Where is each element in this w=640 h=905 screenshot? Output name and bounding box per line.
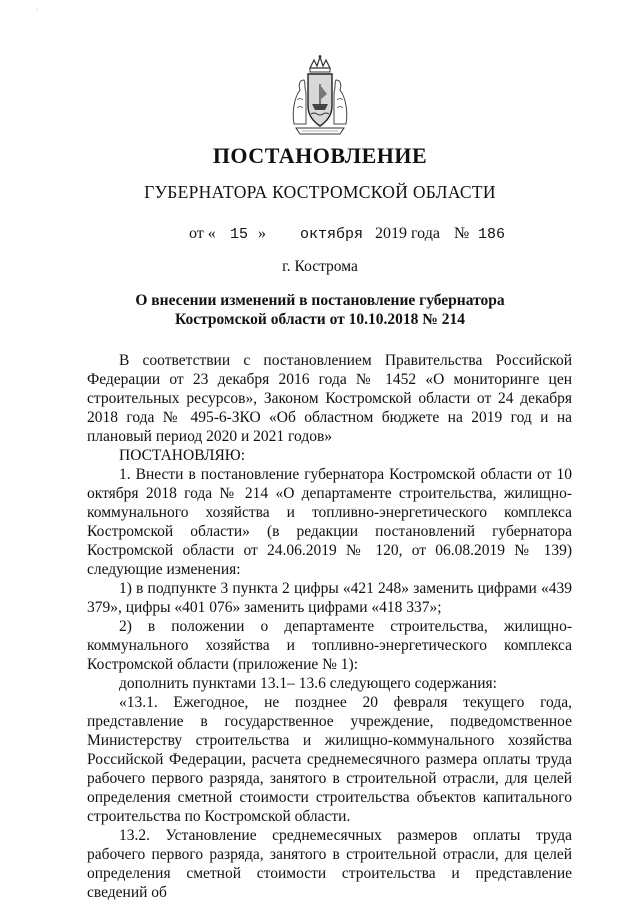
- body-paragraph-resolution: ПОСТАНОВЛЯЮ:: [119, 447, 246, 464]
- body-paragraph: 2) в положении о департаменте строительства, жилищно-коммунального хозяйства и топливно-энергетического комплекса Костромской области (приложение № 1):: [87, 618, 572, 673]
- dateline-month: октября: [300, 226, 364, 243]
- city-name: г. Кострома: [282, 258, 358, 275]
- dateline-year: 2019 года: [375, 225, 440, 242]
- kostroma-coat-of-arms-icon: [288, 54, 352, 138]
- document-title: ПОСТАНОВЛЕНИЕ: [212, 143, 428, 168]
- body-paragraph: «13.1. Ежегодное, не позднее 20 февраля текущего года, представление в государственное учреждение, подведомственное Министерству строительства и жилищно-коммунального хозяйства Российской Федерации, расчета среднемесячного размера оплаты труда рабочего первого разряда, занятого в строительной отрасли, для целей определения сметной стоимости строительства объектов капитального строительства по Костромской области.: [87, 694, 572, 825]
- body-paragraph: дополнить пунктами 13.1– 13.6 следующего содержания:: [119, 675, 497, 692]
- subject-line-2: Костромской области от 10.10.2018 № 214: [175, 311, 465, 328]
- dateline-quote-close: »: [258, 225, 266, 242]
- document-authority: ГУБЕРНАТОРА КОСТРОМСКОЙ ОБЛАСТИ: [144, 182, 496, 202]
- body-paragraph: 1. Внести в постановление губернатора Костромской области от 10 октября 2018 года № 214 «О департаменте строительства, жилищно-коммунального хозяйства и топливно-энергетического комплекса Костромской области» (в редакции постановлений губернатора Костромской области от 24.06.2019 № 120, от 06.08.2019 № 139) следующие изменения:: [87, 466, 572, 578]
- dateline-number: 186: [478, 226, 506, 243]
- subject-line-1: О внесении изменений в постановление губернатора: [135, 292, 505, 309]
- dateline-day: 15: [230, 226, 249, 243]
- document-body: [87, 351, 572, 902]
- dateline-prefix: от «: [189, 225, 216, 242]
- body-paragraph: В соответствии с постановлением Правительства Российской Федерации от 23 декабря 2016 года № 1452 «О мониторинге цен строительных ресурсов», Законом Костромской области от 24 декабря 2018 года № 495-6-ЗКО «Об областном бюджете на 2019 год и на плановый период 2020 и 2021 годов»: [87, 352, 572, 445]
- dateline-number-sign: №: [454, 225, 470, 242]
- document-subject-heading: [90, 291, 550, 329]
- dateline: [0, 225, 640, 245]
- corner-mark: ·: [36, 6, 39, 13]
- body-paragraph: 13.2. Установление среднемесячных размеров оплаты труда рабочего первого разряда, занятого в строительной отрасли, для целей определения сметной стоимости строительства и представление сведений об: [87, 827, 572, 901]
- body-paragraph: 1) в подпункте 3 пункта 2 цифры «421 248» заменить цифрами «439 379», цифры «401 076» заменить цифрами «418 337»;: [87, 580, 572, 616]
